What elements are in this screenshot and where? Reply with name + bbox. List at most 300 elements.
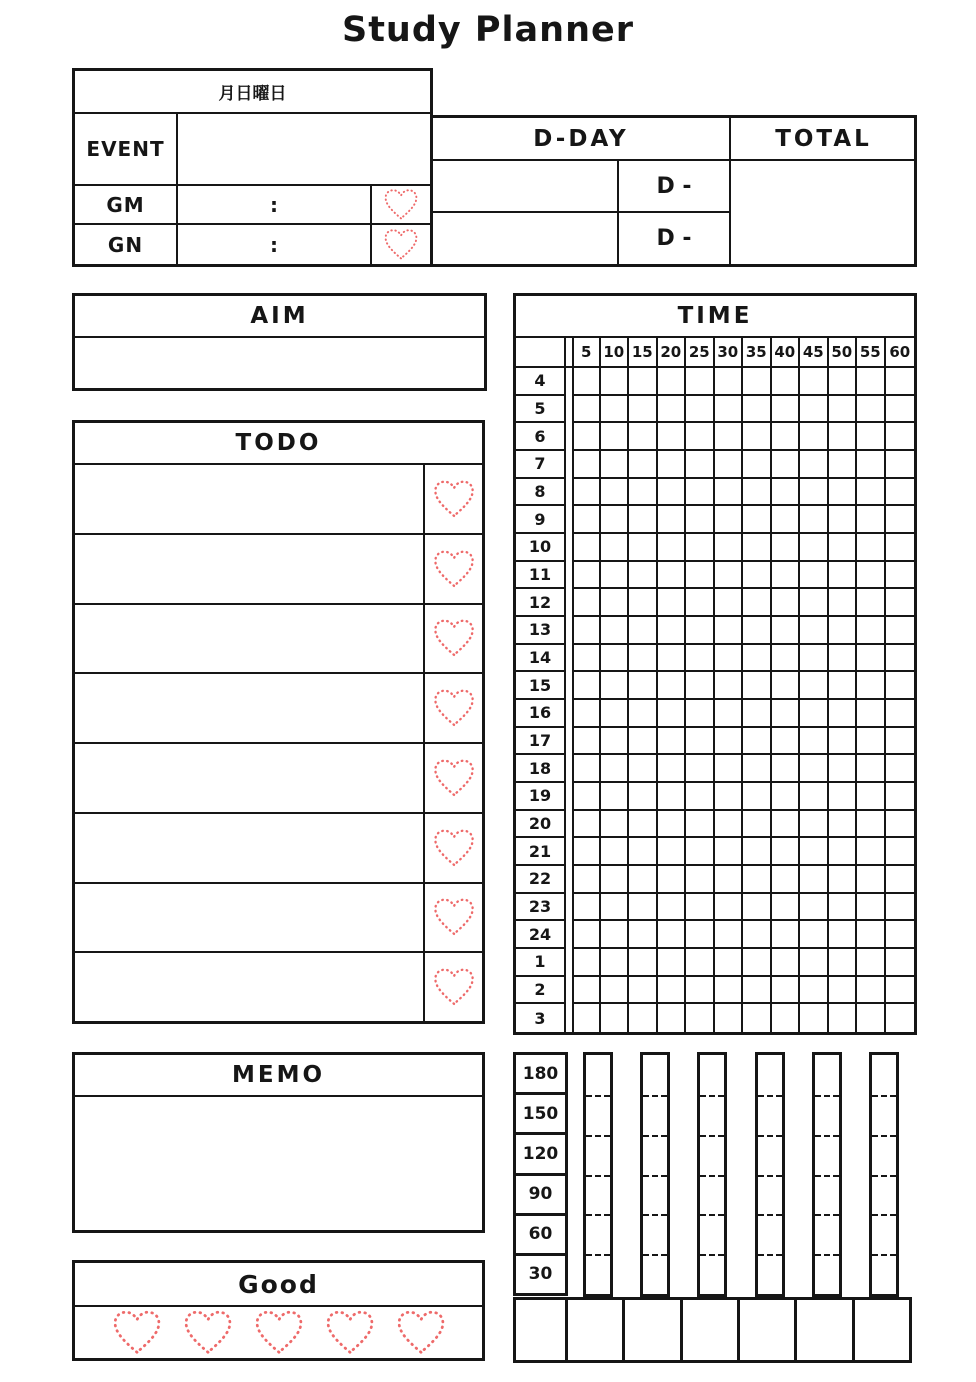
time-cell-3-30[interactable]	[715, 1004, 744, 1032]
todo-text-cell[interactable]	[75, 953, 425, 1021]
todo-text-cell[interactable]	[75, 535, 425, 603]
time-cell-20-30[interactable]	[715, 811, 744, 839]
time-cell-24-40[interactable]	[772, 921, 801, 949]
time-cell-5-30[interactable]	[715, 396, 744, 424]
time-cell-1-10[interactable]	[601, 949, 630, 977]
chart-subject-cell[interactable]	[516, 1300, 568, 1360]
time-cell-15-40[interactable]	[772, 672, 801, 700]
time-cell-3-45[interactable]	[800, 1004, 829, 1032]
time-cell-10-35[interactable]	[743, 534, 772, 562]
time-cell-18-45[interactable]	[800, 755, 829, 783]
time-cell-4-20[interactable]	[658, 368, 687, 396]
time-cell-16-10[interactable]	[601, 700, 630, 728]
time-cell-3-55[interactable]	[857, 1004, 886, 1032]
time-cell-14-25[interactable]	[686, 645, 715, 673]
time-cell-23-60[interactable]	[886, 894, 915, 922]
time-cell-23-30[interactable]	[715, 894, 744, 922]
time-cell-13-40[interactable]	[772, 617, 801, 645]
time-cell-23-10[interactable]	[601, 894, 630, 922]
time-cell-1-30[interactable]	[715, 949, 744, 977]
time-cell-17-35[interactable]	[743, 728, 772, 756]
time-cell-9-5[interactable]	[572, 506, 601, 534]
time-cell-14-60[interactable]	[886, 645, 915, 673]
dday-count-cell-2[interactable]: D -	[619, 213, 731, 264]
time-cell-3-35[interactable]	[743, 1004, 772, 1032]
time-cell-8-50[interactable]	[829, 479, 858, 507]
time-cell-2-60[interactable]	[886, 977, 915, 1005]
time-cell-11-5[interactable]	[572, 562, 601, 590]
time-cell-8-55[interactable]	[857, 479, 886, 507]
time-cell-13-30[interactable]	[715, 617, 744, 645]
time-cell-19-55[interactable]	[857, 783, 886, 811]
time-cell-9-35[interactable]	[743, 506, 772, 534]
time-cell-7-15[interactable]	[629, 451, 658, 479]
time-cell-17-55[interactable]	[857, 728, 886, 756]
time-cell-15-15[interactable]	[629, 672, 658, 700]
time-cell-18-55[interactable]	[857, 755, 886, 783]
time-cell-3-20[interactable]	[658, 1004, 687, 1032]
time-cell-20-50[interactable]	[829, 811, 858, 839]
time-cell-8-5[interactable]	[572, 479, 601, 507]
time-cell-4-5[interactable]	[572, 368, 601, 396]
time-cell-11-35[interactable]	[743, 562, 772, 590]
time-cell-21-45[interactable]	[800, 838, 829, 866]
time-cell-9-60[interactable]	[886, 506, 915, 534]
time-cell-12-25[interactable]	[686, 589, 715, 617]
study-bar[interactable]	[697, 1052, 727, 1297]
aim-content-cell[interactable]	[75, 338, 484, 388]
time-cell-13-5[interactable]	[572, 617, 601, 645]
time-cell-14-10[interactable]	[601, 645, 630, 673]
time-cell-18-30[interactable]	[715, 755, 744, 783]
time-cell-23-45[interactable]	[800, 894, 829, 922]
time-cell-17-25[interactable]	[686, 728, 715, 756]
time-cell-9-45[interactable]	[800, 506, 829, 534]
time-cell-20-25[interactable]	[686, 811, 715, 839]
chart-subject-cell[interactable]	[683, 1300, 740, 1360]
time-cell-18-5[interactable]	[572, 755, 601, 783]
time-cell-24-25[interactable]	[686, 921, 715, 949]
time-cell-17-40[interactable]	[772, 728, 801, 756]
todo-heart-checkbox[interactable]	[425, 953, 482, 1021]
time-cell-24-20[interactable]	[658, 921, 687, 949]
time-cell-12-50[interactable]	[829, 589, 858, 617]
time-cell-12-45[interactable]	[800, 589, 829, 617]
time-cell-19-45[interactable]	[800, 783, 829, 811]
chart-subject-cell[interactable]	[625, 1300, 682, 1360]
time-cell-16-45[interactable]	[800, 700, 829, 728]
time-cell-24-50[interactable]	[829, 921, 858, 949]
time-cell-6-5[interactable]	[572, 423, 601, 451]
todo-text-cell[interactable]	[75, 674, 425, 742]
time-cell-17-60[interactable]	[886, 728, 915, 756]
time-cell-23-35[interactable]	[743, 894, 772, 922]
time-cell-14-50[interactable]	[829, 645, 858, 673]
time-cell-8-20[interactable]	[658, 479, 687, 507]
time-cell-21-50[interactable]	[829, 838, 858, 866]
time-cell-8-45[interactable]	[800, 479, 829, 507]
time-cell-7-60[interactable]	[886, 451, 915, 479]
time-cell-20-40[interactable]	[772, 811, 801, 839]
todo-text-cell[interactable]	[75, 814, 425, 882]
time-cell-24-10[interactable]	[601, 921, 630, 949]
gm-heart-checkbox[interactable]	[372, 186, 430, 225]
study-bar[interactable]	[583, 1052, 613, 1297]
time-cell-9-40[interactable]	[772, 506, 801, 534]
time-cell-7-25[interactable]	[686, 451, 715, 479]
study-bar[interactable]	[869, 1052, 899, 1297]
time-cell-24-35[interactable]	[743, 921, 772, 949]
time-cell-3-25[interactable]	[686, 1004, 715, 1032]
time-cell-16-55[interactable]	[857, 700, 886, 728]
time-cell-9-50[interactable]	[829, 506, 858, 534]
good-heart-checkbox[interactable]	[324, 1309, 376, 1356]
time-cell-12-35[interactable]	[743, 589, 772, 617]
time-cell-14-5[interactable]	[572, 645, 601, 673]
time-cell-8-15[interactable]	[629, 479, 658, 507]
gn-time-cell[interactable]: :	[178, 225, 372, 264]
time-cell-20-60[interactable]	[886, 811, 915, 839]
time-cell-2-50[interactable]	[829, 977, 858, 1005]
time-cell-5-40[interactable]	[772, 396, 801, 424]
time-cell-17-20[interactable]	[658, 728, 687, 756]
time-cell-21-5[interactable]	[572, 838, 601, 866]
time-cell-23-15[interactable]	[629, 894, 658, 922]
time-cell-21-35[interactable]	[743, 838, 772, 866]
good-heart-checkbox[interactable]	[182, 1309, 234, 1356]
study-bar[interactable]	[640, 1052, 670, 1297]
time-cell-17-30[interactable]	[715, 728, 744, 756]
time-cell-6-25[interactable]	[686, 423, 715, 451]
time-cell-15-35[interactable]	[743, 672, 772, 700]
time-cell-1-5[interactable]	[572, 949, 601, 977]
time-cell-17-5[interactable]	[572, 728, 601, 756]
time-cell-22-55[interactable]	[857, 866, 886, 894]
time-cell-13-10[interactable]	[601, 617, 630, 645]
chart-subject-cell[interactable]	[855, 1300, 909, 1360]
time-cell-18-35[interactable]	[743, 755, 772, 783]
time-cell-13-15[interactable]	[629, 617, 658, 645]
time-cell-24-15[interactable]	[629, 921, 658, 949]
time-cell-10-45[interactable]	[800, 534, 829, 562]
time-cell-14-40[interactable]	[772, 645, 801, 673]
time-cell-19-60[interactable]	[886, 783, 915, 811]
time-cell-11-30[interactable]	[715, 562, 744, 590]
time-cell-16-20[interactable]	[658, 700, 687, 728]
time-cell-9-20[interactable]	[658, 506, 687, 534]
time-cell-1-25[interactable]	[686, 949, 715, 977]
time-cell-22-25[interactable]	[686, 866, 715, 894]
time-cell-6-30[interactable]	[715, 423, 744, 451]
todo-heart-checkbox[interactable]	[425, 814, 482, 882]
time-cell-20-10[interactable]	[601, 811, 630, 839]
time-cell-17-45[interactable]	[800, 728, 829, 756]
time-cell-5-60[interactable]	[886, 396, 915, 424]
chart-subject-cell[interactable]	[568, 1300, 625, 1360]
chart-subject-cell[interactable]	[797, 1300, 854, 1360]
time-cell-14-45[interactable]	[800, 645, 829, 673]
time-cell-22-10[interactable]	[601, 866, 630, 894]
time-cell-20-55[interactable]	[857, 811, 886, 839]
time-cell-11-40[interactable]	[772, 562, 801, 590]
time-cell-2-30[interactable]	[715, 977, 744, 1005]
time-cell-4-50[interactable]	[829, 368, 858, 396]
time-cell-8-60[interactable]	[886, 479, 915, 507]
time-cell-10-55[interactable]	[857, 534, 886, 562]
time-cell-23-40[interactable]	[772, 894, 801, 922]
good-heart-checkbox[interactable]	[395, 1309, 447, 1356]
time-cell-15-20[interactable]	[658, 672, 687, 700]
time-cell-14-20[interactable]	[658, 645, 687, 673]
time-cell-4-55[interactable]	[857, 368, 886, 396]
time-cell-15-5[interactable]	[572, 672, 601, 700]
time-cell-13-50[interactable]	[829, 617, 858, 645]
time-cell-1-50[interactable]	[829, 949, 858, 977]
time-cell-21-40[interactable]	[772, 838, 801, 866]
time-cell-7-45[interactable]	[800, 451, 829, 479]
time-cell-20-5[interactable]	[572, 811, 601, 839]
time-cell-24-55[interactable]	[857, 921, 886, 949]
total-value-cell[interactable]	[731, 161, 916, 264]
time-cell-22-35[interactable]	[743, 866, 772, 894]
time-cell-11-20[interactable]	[658, 562, 687, 590]
time-cell-11-15[interactable]	[629, 562, 658, 590]
event-value-cell[interactable]	[178, 114, 430, 186]
time-cell-11-45[interactable]	[800, 562, 829, 590]
time-cell-7-50[interactable]	[829, 451, 858, 479]
time-cell-1-55[interactable]	[857, 949, 886, 977]
time-cell-22-20[interactable]	[658, 866, 687, 894]
time-cell-2-45[interactable]	[800, 977, 829, 1005]
time-cell-24-5[interactable]	[572, 921, 601, 949]
time-cell-3-15[interactable]	[629, 1004, 658, 1032]
time-cell-8-40[interactable]	[772, 479, 801, 507]
time-cell-18-15[interactable]	[629, 755, 658, 783]
todo-heart-checkbox[interactable]	[425, 535, 482, 603]
time-cell-7-10[interactable]	[601, 451, 630, 479]
time-cell-4-30[interactable]	[715, 368, 744, 396]
time-cell-2-55[interactable]	[857, 977, 886, 1005]
gn-heart-checkbox[interactable]	[372, 225, 430, 264]
gm-time-cell[interactable]: :	[178, 186, 372, 225]
time-cell-3-40[interactable]	[772, 1004, 801, 1032]
time-cell-2-20[interactable]	[658, 977, 687, 1005]
time-cell-10-25[interactable]	[686, 534, 715, 562]
time-cell-9-15[interactable]	[629, 506, 658, 534]
time-cell-20-35[interactable]	[743, 811, 772, 839]
time-cell-11-55[interactable]	[857, 562, 886, 590]
time-cell-6-60[interactable]	[886, 423, 915, 451]
time-cell-10-20[interactable]	[658, 534, 687, 562]
time-cell-10-15[interactable]	[629, 534, 658, 562]
time-cell-11-10[interactable]	[601, 562, 630, 590]
time-cell-23-50[interactable]	[829, 894, 858, 922]
good-heart-checkbox[interactable]	[111, 1309, 163, 1356]
time-cell-8-30[interactable]	[715, 479, 744, 507]
time-cell-19-25[interactable]	[686, 783, 715, 811]
time-cell-4-60[interactable]	[886, 368, 915, 396]
todo-heart-checkbox[interactable]	[425, 674, 482, 742]
time-cell-12-60[interactable]	[886, 589, 915, 617]
time-cell-18-40[interactable]	[772, 755, 801, 783]
time-cell-6-35[interactable]	[743, 423, 772, 451]
time-cell-4-25[interactable]	[686, 368, 715, 396]
time-cell-5-35[interactable]	[743, 396, 772, 424]
time-cell-18-50[interactable]	[829, 755, 858, 783]
time-cell-13-35[interactable]	[743, 617, 772, 645]
time-cell-7-35[interactable]	[743, 451, 772, 479]
time-cell-22-45[interactable]	[800, 866, 829, 894]
time-cell-1-20[interactable]	[658, 949, 687, 977]
time-cell-15-60[interactable]	[886, 672, 915, 700]
time-cell-11-25[interactable]	[686, 562, 715, 590]
time-cell-6-55[interactable]	[857, 423, 886, 451]
time-cell-21-55[interactable]	[857, 838, 886, 866]
time-cell-12-40[interactable]	[772, 589, 801, 617]
time-cell-7-5[interactable]	[572, 451, 601, 479]
time-cell-10-30[interactable]	[715, 534, 744, 562]
time-cell-15-50[interactable]	[829, 672, 858, 700]
time-cell-21-15[interactable]	[629, 838, 658, 866]
time-cell-23-55[interactable]	[857, 894, 886, 922]
time-cell-19-35[interactable]	[743, 783, 772, 811]
study-bar[interactable]	[755, 1052, 785, 1297]
time-cell-2-5[interactable]	[572, 977, 601, 1005]
time-cell-7-30[interactable]	[715, 451, 744, 479]
time-cell-1-60[interactable]	[886, 949, 915, 977]
dday-count-cell-1[interactable]: D -	[619, 161, 731, 213]
time-cell-22-50[interactable]	[829, 866, 858, 894]
time-cell-4-35[interactable]	[743, 368, 772, 396]
time-cell-20-15[interactable]	[629, 811, 658, 839]
time-cell-9-30[interactable]	[715, 506, 744, 534]
todo-heart-checkbox[interactable]	[425, 884, 482, 952]
time-cell-1-40[interactable]	[772, 949, 801, 977]
time-cell-15-10[interactable]	[601, 672, 630, 700]
chart-subject-cell[interactable]	[740, 1300, 797, 1360]
time-cell-5-45[interactable]	[800, 396, 829, 424]
todo-text-cell[interactable]	[75, 884, 425, 952]
time-cell-21-10[interactable]	[601, 838, 630, 866]
time-cell-14-15[interactable]	[629, 645, 658, 673]
time-cell-14-35[interactable]	[743, 645, 772, 673]
time-cell-16-40[interactable]	[772, 700, 801, 728]
time-cell-24-60[interactable]	[886, 921, 915, 949]
time-cell-23-25[interactable]	[686, 894, 715, 922]
time-cell-12-20[interactable]	[658, 589, 687, 617]
time-cell-22-30[interactable]	[715, 866, 744, 894]
memo-content-cell[interactable]	[75, 1097, 482, 1230]
time-cell-6-10[interactable]	[601, 423, 630, 451]
time-cell-16-25[interactable]	[686, 700, 715, 728]
time-cell-7-40[interactable]	[772, 451, 801, 479]
time-cell-13-60[interactable]	[886, 617, 915, 645]
time-cell-16-35[interactable]	[743, 700, 772, 728]
time-cell-19-30[interactable]	[715, 783, 744, 811]
time-cell-12-10[interactable]	[601, 589, 630, 617]
time-cell-20-45[interactable]	[800, 811, 829, 839]
time-cell-16-5[interactable]	[572, 700, 601, 728]
time-cell-6-45[interactable]	[800, 423, 829, 451]
time-cell-18-25[interactable]	[686, 755, 715, 783]
time-cell-24-45[interactable]	[800, 921, 829, 949]
good-heart-checkbox[interactable]	[253, 1309, 305, 1356]
time-cell-6-20[interactable]	[658, 423, 687, 451]
time-cell-11-60[interactable]	[886, 562, 915, 590]
time-cell-3-50[interactable]	[829, 1004, 858, 1032]
todo-text-cell[interactable]	[75, 744, 425, 812]
time-cell-8-25[interactable]	[686, 479, 715, 507]
time-cell-19-20[interactable]	[658, 783, 687, 811]
dday-event-cell-1[interactable]	[433, 161, 619, 213]
time-cell-3-60[interactable]	[886, 1004, 915, 1032]
time-cell-10-40[interactable]	[772, 534, 801, 562]
time-cell-11-50[interactable]	[829, 562, 858, 590]
time-cell-15-55[interactable]	[857, 672, 886, 700]
time-cell-21-25[interactable]	[686, 838, 715, 866]
time-cell-12-55[interactable]	[857, 589, 886, 617]
time-cell-12-5[interactable]	[572, 589, 601, 617]
time-cell-2-25[interactable]	[686, 977, 715, 1005]
time-cell-10-50[interactable]	[829, 534, 858, 562]
time-cell-2-15[interactable]	[629, 977, 658, 1005]
time-cell-10-5[interactable]	[572, 534, 601, 562]
time-cell-4-45[interactable]	[800, 368, 829, 396]
time-cell-23-20[interactable]	[658, 894, 687, 922]
time-cell-3-10[interactable]	[601, 1004, 630, 1032]
time-cell-21-30[interactable]	[715, 838, 744, 866]
time-cell-16-60[interactable]	[886, 700, 915, 728]
time-cell-22-5[interactable]	[572, 866, 601, 894]
time-cell-24-30[interactable]	[715, 921, 744, 949]
dday-event-cell-2[interactable]	[433, 213, 619, 264]
time-cell-19-40[interactable]	[772, 783, 801, 811]
time-cell-9-10[interactable]	[601, 506, 630, 534]
time-cell-1-15[interactable]	[629, 949, 658, 977]
time-cell-2-40[interactable]	[772, 977, 801, 1005]
time-cell-16-30[interactable]	[715, 700, 744, 728]
time-cell-5-5[interactable]	[572, 396, 601, 424]
time-cell-6-50[interactable]	[829, 423, 858, 451]
time-cell-21-20[interactable]	[658, 838, 687, 866]
time-cell-7-55[interactable]	[857, 451, 886, 479]
time-cell-18-60[interactable]	[886, 755, 915, 783]
time-cell-8-10[interactable]	[601, 479, 630, 507]
time-cell-5-25[interactable]	[686, 396, 715, 424]
time-cell-2-35[interactable]	[743, 977, 772, 1005]
time-cell-19-50[interactable]	[829, 783, 858, 811]
time-cell-1-35[interactable]	[743, 949, 772, 977]
time-cell-15-25[interactable]	[686, 672, 715, 700]
time-cell-22-40[interactable]	[772, 866, 801, 894]
time-cell-20-20[interactable]	[658, 811, 687, 839]
time-cell-5-10[interactable]	[601, 396, 630, 424]
time-cell-18-20[interactable]	[658, 755, 687, 783]
time-cell-16-50[interactable]	[829, 700, 858, 728]
time-cell-14-55[interactable]	[857, 645, 886, 673]
time-cell-21-60[interactable]	[886, 838, 915, 866]
time-cell-17-50[interactable]	[829, 728, 858, 756]
study-bar[interactable]	[812, 1052, 842, 1297]
time-cell-9-25[interactable]	[686, 506, 715, 534]
time-cell-3-5[interactable]	[572, 1004, 601, 1032]
time-cell-7-20[interactable]	[658, 451, 687, 479]
time-cell-9-55[interactable]	[857, 506, 886, 534]
todo-heart-checkbox[interactable]	[425, 465, 482, 533]
time-cell-12-15[interactable]	[629, 589, 658, 617]
time-cell-10-10[interactable]	[601, 534, 630, 562]
time-cell-6-40[interactable]	[772, 423, 801, 451]
